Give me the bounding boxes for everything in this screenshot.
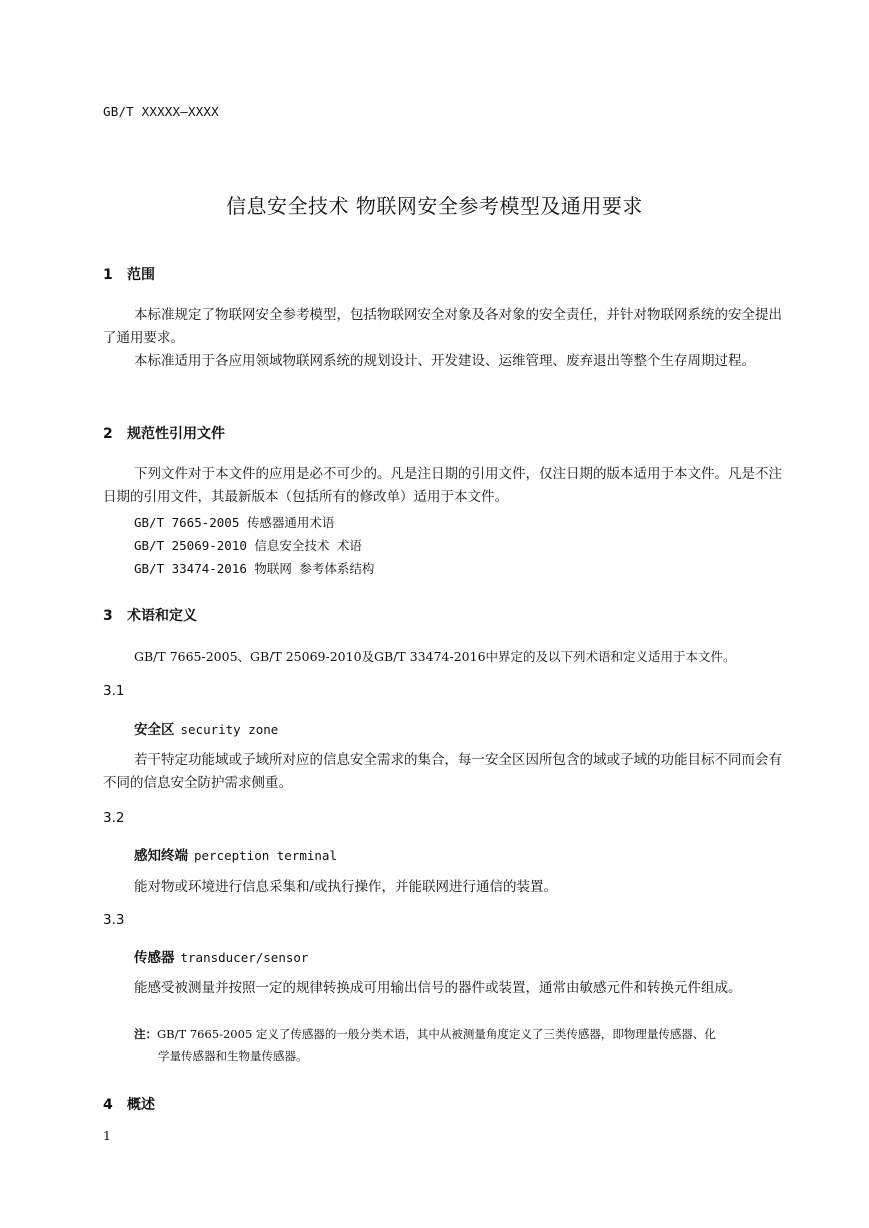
- term-number: 3.2: [103, 810, 125, 826]
- term-heading: [134, 946, 308, 966]
- term-heading: [134, 844, 337, 864]
- term-number: 3.3: [103, 912, 125, 928]
- reference-item: GB/T 33474-2016 物联网 参考体系结构: [134, 561, 375, 576]
- scope-paragraph-2: 本标准适用于各应用领域物联网系统的规划设计、开发建设、运维管理、废弃退出等整个生存周期过程。: [134, 353, 755, 369]
- terms-intro-paragraph: GB/T 7665-2005、GB/T 25069-2010及GB/T 33474-2016中界定的及以下列术语和定义适用于本文件。: [134, 649, 736, 664]
- section-title: 规范性引用文件: [127, 426, 225, 442]
- reference-item: GB/T 7665-2005 传感器通用术语: [134, 515, 335, 530]
- section-title: 概述: [127, 1097, 155, 1113]
- section-number: 1: [103, 267, 113, 283]
- term-zh: 感知终端: [134, 848, 188, 864]
- section-number: 4: [103, 1097, 113, 1113]
- note-label: 注：: [134, 1027, 157, 1041]
- standard-code: GB/T XXXXX—XXXX: [103, 104, 219, 119]
- term-heading: [134, 718, 278, 738]
- term-en: security zone: [180, 722, 279, 737]
- term-definition: 若干特定功能域或子域所对应的信息安全需求的集合，每一安全区因所包含的域或子域的功能目标不同而会有不同的信息安全防护需求侧重。: [103, 752, 782, 791]
- section-heading-3: [103, 605, 197, 625]
- term-definition: 能对物或环境进行信息采集和/或执行操作，并能联网进行通信的装置。: [134, 879, 558, 895]
- section-heading-1: [103, 264, 155, 284]
- term-number: 3.1: [103, 683, 125, 699]
- page-number: 1: [103, 1128, 111, 1143]
- section-title: 范围: [127, 267, 155, 283]
- section-title: 术语和定义: [127, 608, 197, 624]
- term-zh: 传感器: [134, 950, 175, 966]
- reference-item: GB/T 25069-2010 信息安全技术 术语: [134, 538, 362, 553]
- normative-paragraph: 下列文件对于本文件的应用是必不可少的。凡是注日期的引用文件，仅注日期的版本适用于本文件。凡是不注日期的引用文件，其最新版本（包括所有的修改单）适用于本文件。: [103, 466, 782, 505]
- note-text-line1: GB/T 7665-2005 定义了传感器的一般分类术语，其中从被测量角度定义了三类传感器，即物理量传感器、化: [157, 1027, 716, 1041]
- section-heading-4: [103, 1094, 155, 1114]
- term-zh: 安全区: [134, 722, 175, 738]
- section-number: 2: [103, 426, 113, 442]
- note: [134, 1023, 784, 1067]
- term-en: transducer/sensor: [180, 950, 309, 965]
- note-text-line2: 学量传感器和生物量传感器。: [158, 1049, 308, 1063]
- section-heading-2: [103, 423, 225, 443]
- scope-paragraph-1: 本标准规定了物联网安全参考模型，包括物联网安全对象及各对象的安全责任，并针对物联网系统的安全提出了通用要求。: [103, 307, 782, 346]
- document-title: 信息安全技术 物联网安全参考模型及通用要求: [226, 194, 643, 218]
- term-en: perception terminal: [194, 848, 337, 863]
- term-definition: 能感受被测量并按照一定的规律转换成可用输出信号的器件或装置，通常由敏感元件和转换元件组成。: [134, 980, 742, 996]
- section-number: 3: [103, 608, 113, 624]
